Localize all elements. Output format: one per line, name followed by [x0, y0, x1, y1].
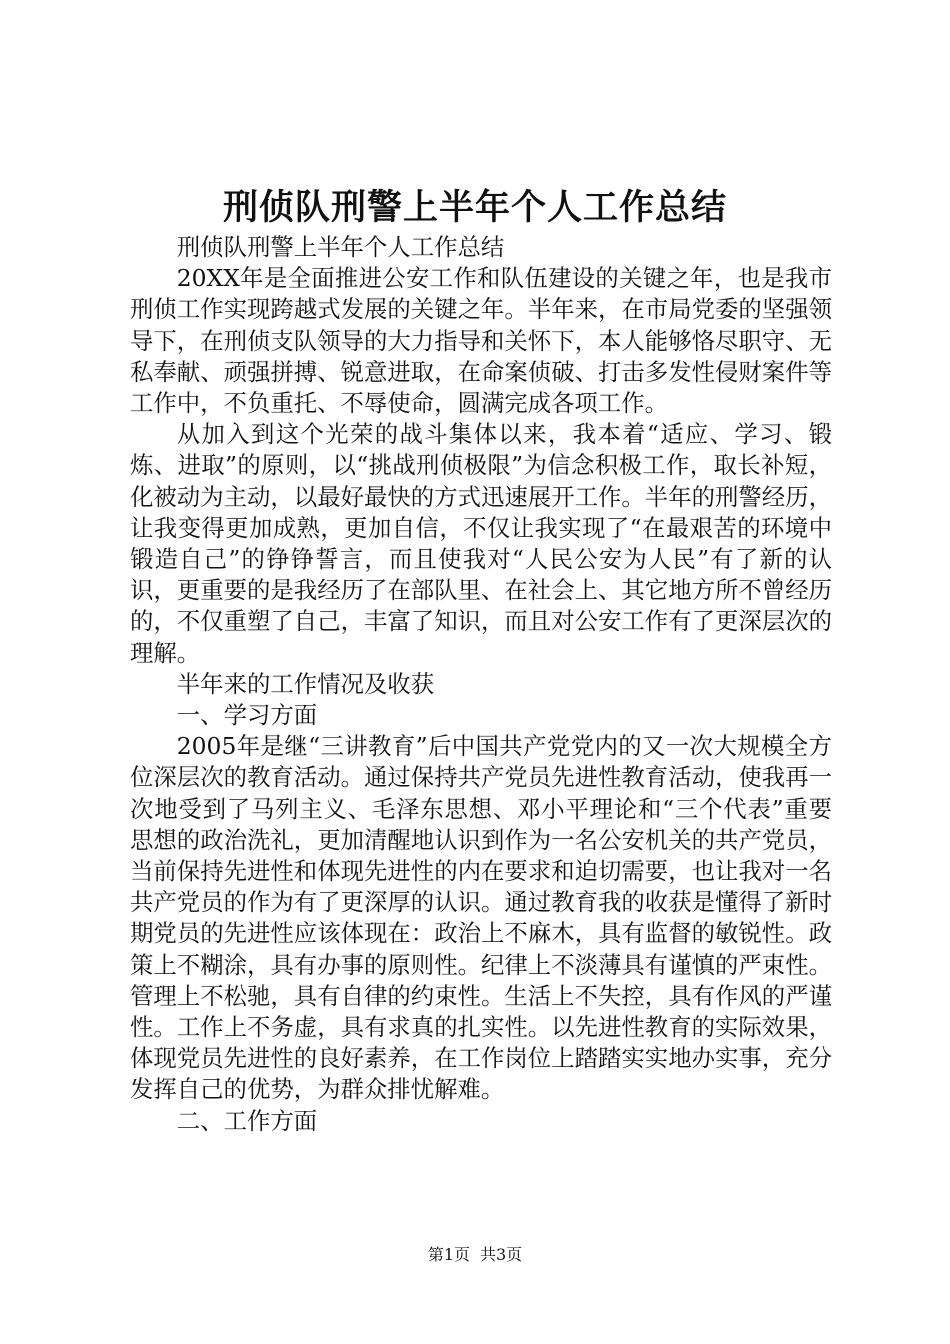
document-title: 刑侦队刑警上半年个人工作总结: [222, 187, 727, 228]
paragraph-intro: 20XX年是全面推进公安工作和队伍建设的关键之年，也是我市刑侦工作实现跨越式发展的关键之年。半年来，在市局党委的坚强领导下，在刑侦支队领导的大力指导和关怀下，本人能够恪尽职守、无私奉献、顽强拼搏、锐意进取，在命案侦破、打击多发性侵财案件等工作中，不负重托、不辱使命，圆满完成各项工作。: [130, 264, 832, 418]
paragraph-experience: 从加入到这个光荣的战斗集体以来，我本着“适应、学习、锻炼、进取”的原则，以“挑战刑侦极限”为信念积极工作，取长补短，化被动为主动，以最好最快的方式迅速展开工作。半年的刑警经历，让我变得更加成熟，更加自信，不仅让我实现了“在最艰苦的环境中锻造自己”的铮铮誓言，而且使我对“人民公安为人民”有了新的认识，更重要的是我经历了在部队里、在社会上、其它地方所不曾经历的，不仅重塑了自己，丰富了知识，而且对公安工作有了更深层次的理解。: [130, 420, 832, 667]
document-body: [130, 232, 832, 1137]
page-footer: [0, 1244, 950, 1266]
section-heading-work: 二、工作方面: [176, 1106, 318, 1135]
paragraph-study: 2005年是继“三讲教育”后中国共产党党内的又一次大规模全方位深层次的教育活动。通过保持共产党员先进性教育活动，使我再一次地受到了马列主义、毛泽东思想、邓小平理论和“三个代表”重要思想的政治洗礼，更加清醒地认识到作为一名公安机关的共产党员，当前保持先进性和体现先进性的内在要求和迫切需要，也让我对一名共产党员的作为有了更深厚的认识。通过教育我的收获是懂得了新时期党员的先进性应该体现在：政治上不麻木，具有监督的敏锐性。政策上不糊涂，具有办事的原则性。纪律上不淡薄具有谨慎的严束性。管理上不松驰，具有自律的约束性。生活上不失控，具有作风的严谨性。工作上不务虚，具有求真的扎实性。以先进性教育的实际效果，体现党员先进性的良好素养，在工作岗位上踏踏实实地办实事，充分发挥自己的优势，为群众排忧解难。: [130, 732, 832, 1104]
page-total: 共3页: [480, 1245, 523, 1264]
section-heading-study: 一、学习方面: [176, 701, 318, 730]
section-heading-summary: 半年来的工作情况及收获: [176, 669, 435, 698]
paragraph-subtitle: 刑侦队刑警上半年个人工作总结: [176, 233, 505, 261]
page-number: 第1页: [427, 1245, 470, 1264]
